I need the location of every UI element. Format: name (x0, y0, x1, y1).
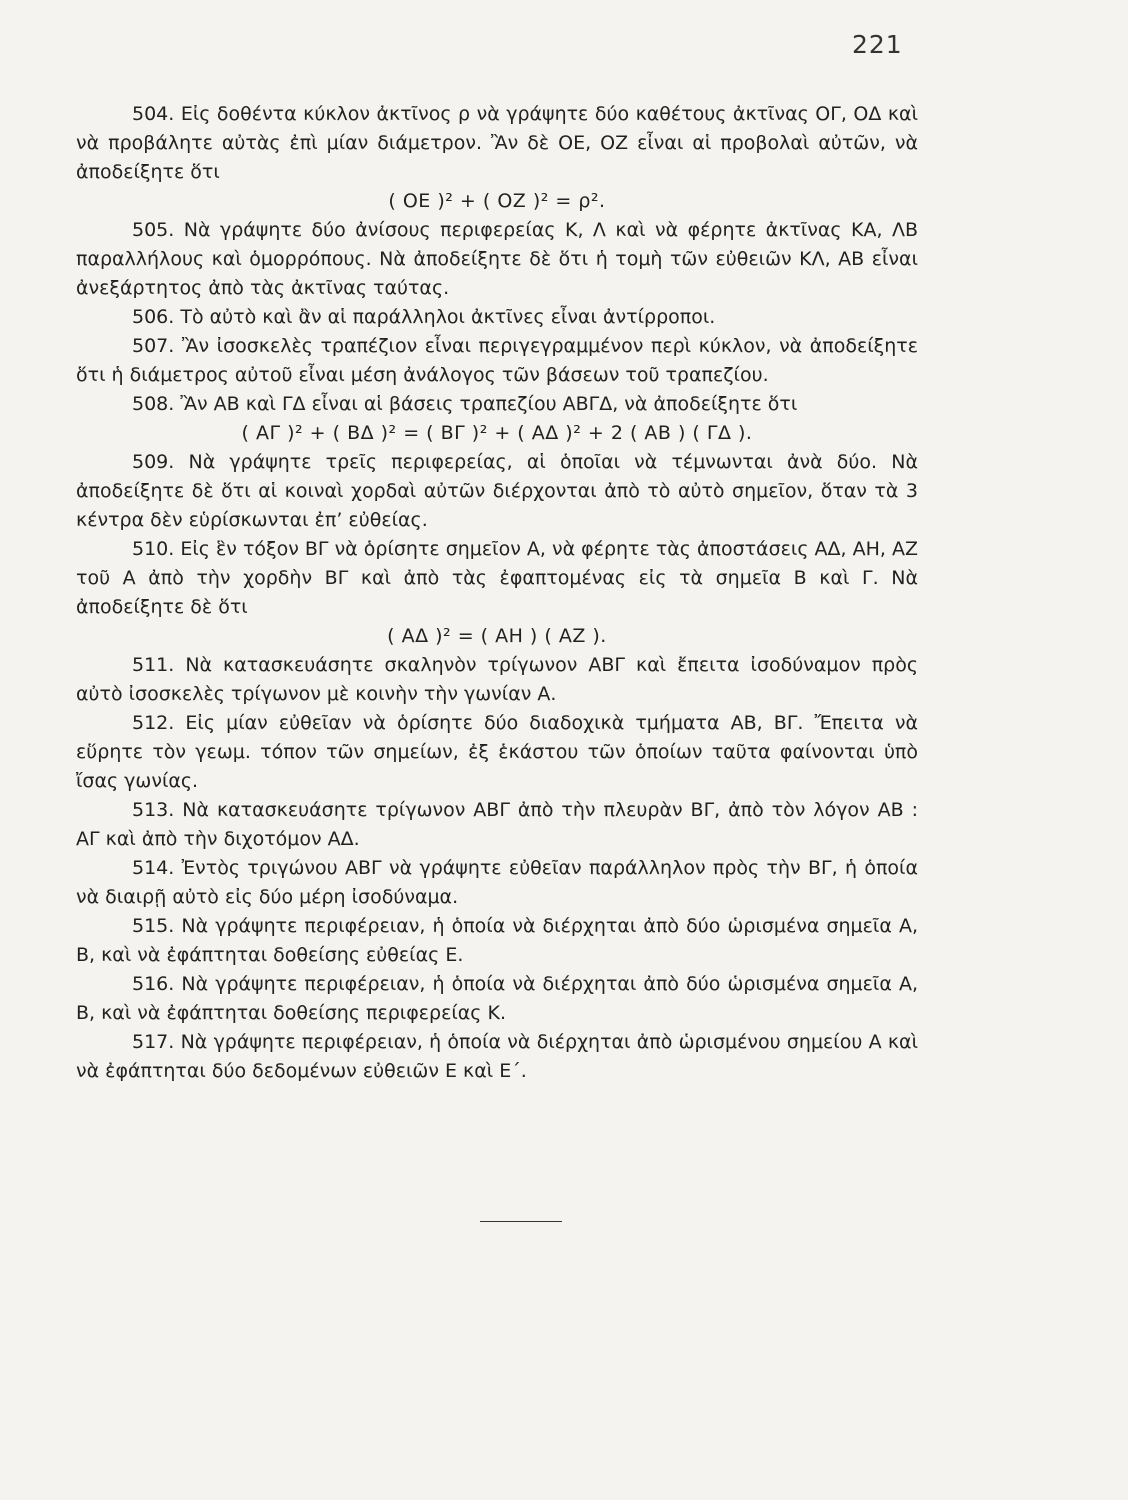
problem-508 (76, 390, 918, 448)
problem-number: 508. (132, 393, 175, 415)
problem-text (76, 303, 918, 332)
problem-number: 512. (132, 712, 175, 734)
problem-text (76, 332, 918, 390)
problem-body: Νὰ κατασκευάσητε σκαληνὸν τρίγωνον ΑΒΓ καὶ ἔπειτα ἰσοδύναμον πρὸς αὐτὸ ἰσοσκελὲς τρίγωνον μὲ κοινὴν τὴν γωνίαν Α. (76, 654, 918, 705)
problem-512 (76, 709, 918, 796)
problem-514 (76, 854, 918, 912)
problem-text (76, 535, 918, 622)
problem-510 (76, 535, 918, 651)
problem-504 (76, 100, 918, 216)
problem-number: 506. (132, 306, 175, 328)
problem-body: Ἂν ΑΒ καὶ ΓΔ εἶναι αἱ βάσεις τραπεζίου ΑΒΓΔ, νὰ ἀποδείξητε ὅτι (180, 393, 798, 415)
problem-507 (76, 332, 918, 390)
problem-body: Τὸ αὐτὸ καὶ ἂν αἱ παράλληλοι ἀκτῖνες εἶναι ἀντίρροποι. (180, 306, 716, 328)
problem-text (76, 912, 918, 970)
problem-text (76, 796, 918, 854)
problem-517 (76, 1028, 918, 1086)
problem-body: Εἰς δοθέντα κύκλον ἀκτῖνος ρ νὰ γράψητε δύο καθέτους ἀκτῖνας ΟΓ, ΟΔ καὶ νὰ προβάλητε αὐτὰς ἐπὶ μίαν διάμετρον. Ἂν δὲ ΟΕ, ΟΖ εἶναι αἱ προβολαὶ αὐτῶν, νὰ ἀποδείξητε ὅτι (76, 103, 918, 183)
problem-text (76, 709, 918, 796)
problem-text (76, 390, 918, 419)
problem-body: Ἂν ἰσοσκελὲς τραπέζιον εἶναι περιγεγραμμένον περὶ κύκλον, νὰ ἀποδείξητε ὅτι ἡ διάμετρος αὐτοῦ εἶναι μέση ἀνάλογος τῶν βάσεων τοῦ τραπεζίου. (76, 335, 918, 386)
problem-text (76, 1028, 918, 1086)
problem-number: 507. (132, 335, 175, 357)
problem-body: Νὰ γράψητε δύο ἀνίσους περιφερείας Κ, Λ καὶ νὰ φέρητε ἀκτῖνας ΚΑ, ΛΒ παραλλήλους καὶ ὁμορρόπους. Νὰ ἀποδείξητε δὲ ὅτι ἡ τομὴ τῶν εὐθειῶν ΚΛ, ΑΒ εἶναι ἀνεξάρτητος ἀπὸ τὰς ἀκτῖνας ταύτας. (76, 219, 918, 299)
problem-text (76, 448, 918, 535)
problem-number: 509. (132, 451, 175, 473)
problem-body: Νὰ γράψητε περιφέρειαν, ἡ ὁποία νὰ διέρχηται ἀπὸ δύο ὡρισμένα σημεῖα Α, Β, καὶ νὰ ἐφάπτηται δοθείσης περιφερείας Κ. (76, 973, 918, 1024)
problem-number: 517. (132, 1031, 175, 1053)
problem-formula: ( ΑΔ )² = ( ΑΗ ) ( ΑΖ ). (387, 625, 607, 647)
problem-body: Εἰς ἓν τόξον ΒΓ νὰ ὁρίσητε σημεῖον Α, νὰ φέρητε τὰς ἀποστάσεις ΑΔ, ΑΗ, ΑΖ τοῦ Α ἀπὸ τὴν χορδὴν ΒΓ καὶ ἀπὸ τὰς ἐφαπτομένας εἰς τὰ σημεῖα Β καὶ Γ. Νὰ ἀποδείξητε δὲ ὅτι (76, 538, 918, 618)
problem-text (76, 854, 918, 912)
problem-number: 510. (132, 538, 175, 560)
problem-body: Νὰ κατασκευάσητε τρίγωνον ΑΒΓ ἀπὸ τὴν πλευρὰν ΒΓ, ἀπὸ τὸν λόγον ΑΒ : ΑΓ καὶ ἀπὸ τὴν διχοτόμον ΑΔ. (76, 799, 918, 850)
problem-506 (76, 303, 918, 332)
problem-body: Εἰς μίαν εὐθεῖαν νὰ ὁρίσητε δύο διαδοχικὰ τμήματα ΑΒ, ΒΓ. Ἔπειτα νὰ εὕρητε τὸν γεωμ. τόπον τῶν σημείων, ἐξ ἑκάστου τῶν ὁποίων ταῦτα φαίνονται ὑπὸ ἴσας γωνίας. (76, 712, 918, 792)
problem-body: Νὰ γράψητε περιφέρειαν, ἡ ὁποία νὰ διέρχηται ἀπὸ δύο ὡρισμένα σημεῖα Α, Β, καὶ νὰ ἐφάπτηται δοθείσης εὐθείας Ε. (76, 915, 918, 966)
problem-formula: ( ΑΓ )² + ( ΒΔ )² = ( ΒΓ )² + ( ΑΔ )² + 2 ( ΑΒ ) ( ΓΔ ). (241, 422, 753, 444)
problem-text (76, 216, 918, 303)
problem-509 (76, 448, 918, 535)
problem-text (76, 970, 918, 1028)
problem-text (76, 651, 918, 709)
problem-body: Ἐντὸς τριγώνου ΑΒΓ νὰ γράψητε εὐθεῖαν παράλληλον πρὸς τὴν ΒΓ, ἡ ὁποία νὰ διαιρῇ αὐτὸ εἰς δύο μέρη ἰσοδύναμα. (76, 857, 918, 908)
problem-511 (76, 651, 918, 709)
problem-513 (76, 796, 918, 854)
problem-number: 511. (132, 654, 175, 676)
problem-515 (76, 912, 918, 970)
problem-body: Νὰ γράψητε περιφέρειαν, ἡ ὁποία νὰ διέρχηται ἀπὸ ὡρισμένου σημείου Α καὶ νὰ ἐφάπτηται δύο δεδομένων εὐθειῶν Ε καὶ Ε΄. (76, 1031, 918, 1082)
problem-number: 515. (132, 915, 175, 937)
problem-text (76, 100, 918, 187)
problem-number: 516. (132, 973, 175, 995)
problem-number: 514. (132, 857, 175, 879)
problem-505 (76, 216, 918, 303)
problem-number: 504. (132, 103, 175, 125)
problem-number: 505. (132, 219, 175, 241)
page-number: 221 (852, 30, 903, 59)
end-rule (480, 1221, 562, 1222)
problem-body: Νὰ γράψητε τρεῖς περιφερείας, αἱ ὁποῖαι νὰ τέμνωνται ἀνὰ δύο. Νὰ ἀποδείξητε δὲ ὅτι αἱ κοιναὶ χορδαὶ αὐτῶν διέρχονται ἀπὸ τὸ αὐτὸ σημεῖον, ὅταν τὰ 3 κέντρα δὲν εὑρίσκωνται ἐπ’ εὐθείας. (76, 451, 918, 531)
problem-list (76, 100, 918, 1086)
problem-516 (76, 970, 918, 1028)
problem-formula: ( ΟΕ )² + ( ΟΖ )² = ρ². (388, 190, 606, 212)
problem-number: 513. (132, 799, 175, 821)
